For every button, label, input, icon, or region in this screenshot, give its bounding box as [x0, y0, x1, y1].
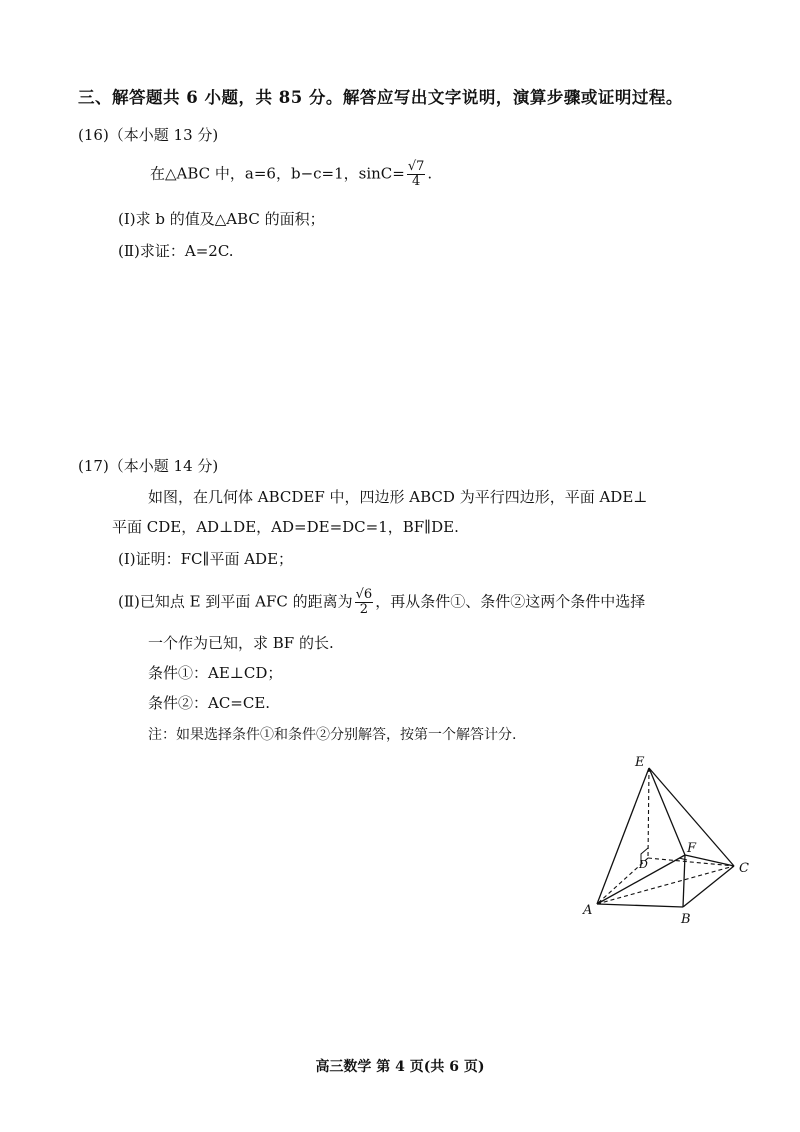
label-C: C	[739, 861, 749, 876]
q17-condition2: 条件②：AC=CE.	[148, 694, 271, 712]
q16-header: (16)（本小题 13 分)	[78, 126, 219, 144]
q17-stem-line1: 如图，在几何体 ABCDEF 中，四边形 ABCD 为平行四边形，平面 ADE⊥	[148, 488, 648, 506]
q17-part2-line2: 一个作为已知，求 BF 的长.	[148, 634, 334, 652]
edge-DC-hidden	[648, 858, 734, 866]
q17-condition1: 条件①：AE⊥CD；	[148, 664, 283, 682]
q16-fraction	[407, 160, 426, 189]
q17-part2-prefix: (Ⅱ)已知点 E 到平面 AFC 的距离为	[118, 592, 353, 611]
q17-note: 注：如果选择条件①和条件②分别解答，按第一个解答计分.	[148, 727, 517, 743]
edge-ED-hidden	[648, 768, 649, 858]
q16-stem-suffix: .	[427, 164, 433, 183]
q17-stem-line2: 平面 CDE，AD⊥DE，AD=DE=DC=1，BF∥DE.	[112, 518, 459, 536]
q16-stem-prefix: 在△ABC 中，a=6，b−c=1，sinC=	[150, 164, 405, 183]
q17-part2	[118, 588, 645, 617]
q16-frac-num: √7	[407, 159, 425, 174]
q17-frac-den: 2	[359, 602, 369, 617]
q17-fraction	[355, 588, 374, 617]
label-E: E	[635, 755, 645, 770]
q17-header: (17)（本小题 14 分)	[78, 457, 219, 475]
q16-part1: (Ⅰ)求 b 的值及△ABC 的面积；	[118, 210, 325, 228]
q17-part1: (Ⅰ)证明：FC∥平面 ADE；	[118, 550, 294, 568]
edge-BC	[683, 866, 734, 907]
edge-EF	[649, 768, 685, 855]
q17-frac-num: √6	[355, 587, 373, 602]
edge-FB	[683, 855, 685, 907]
q16-stem	[150, 160, 432, 189]
edge-AB	[597, 904, 683, 907]
q16-part2: (Ⅱ)求证：A=2C.	[118, 242, 234, 260]
q16-frac-den: 4	[412, 174, 421, 189]
edge-EA	[597, 768, 649, 904]
label-B: B	[681, 912, 691, 927]
label-F: F	[687, 841, 697, 856]
q17-part2-suffix: ，再从条件①、条件②这两个条件中选择	[375, 592, 646, 611]
edge-AC-hidden	[597, 866, 734, 904]
tick-mark	[679, 858, 687, 860]
label-D: D	[639, 858, 648, 871]
label-A: A	[583, 903, 593, 918]
geometry-figure	[575, 752, 765, 932]
section-title: 三、解答题共 6 小题，共 85 分。解答应写出文字说明，演算步骤或证明过程。	[78, 88, 683, 107]
page-footer: 高三数学 第 4 页(共 6 页)	[315, 1059, 485, 1075]
